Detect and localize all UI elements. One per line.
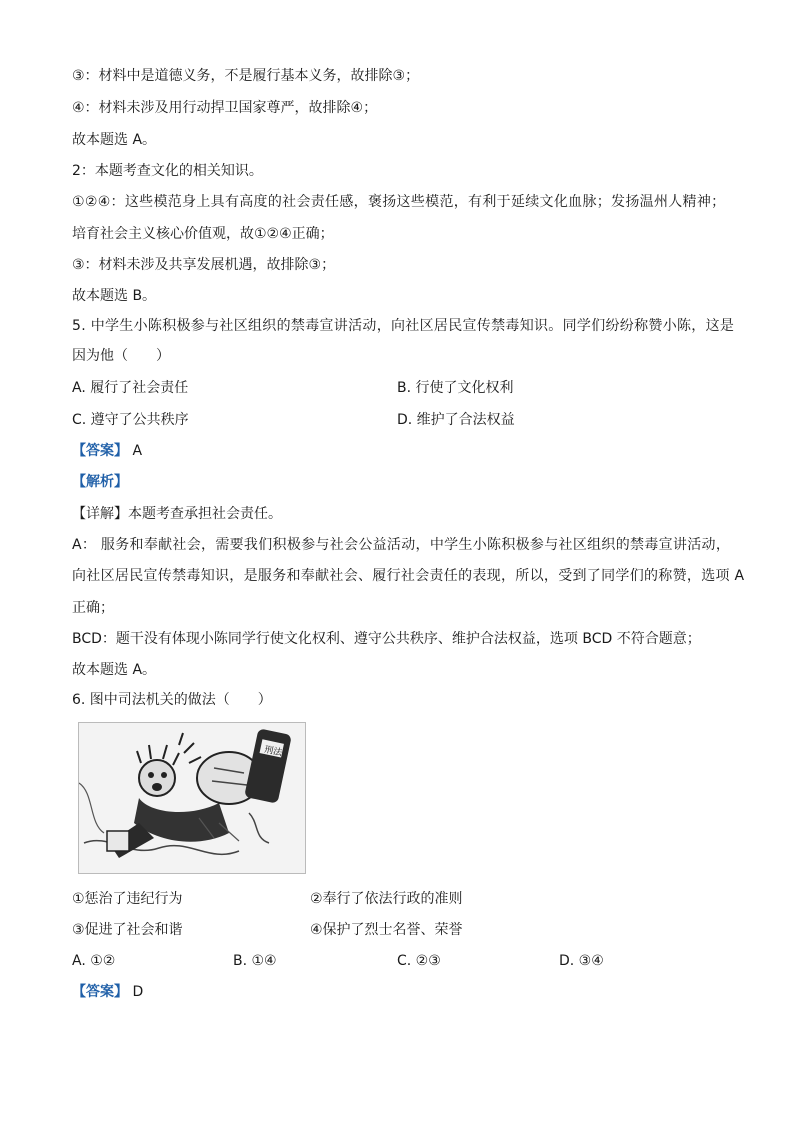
question-5-stem-cont: 因为他（ ） (72, 348, 170, 364)
answer-value: A (132, 443, 143, 459)
option-a: A. 履行了社会责任 (72, 380, 189, 396)
analysis-line: 培育社会主义核心价值观，故①②④正确； (72, 226, 334, 242)
cartoon-drawing (79, 723, 305, 873)
analysis-line: ④：材料未涉及用行动捍卫国家尊严，故排除④； (72, 100, 378, 116)
cartoon-image (78, 722, 306, 874)
explanation-line: 正确； (72, 600, 114, 616)
choice-b: B. ①④ (233, 953, 277, 969)
detail-label: 【详解】 (72, 506, 128, 522)
choice-d: D. ③④ (559, 953, 604, 969)
option-b: B. 行使了文化权利 (397, 380, 514, 396)
analysis-line: ③：材料未涉及共享发展机遇，故排除③； (72, 257, 336, 273)
answer-value: D (132, 984, 144, 1000)
analysis-line: ③：材料中是道德义务，不是履行基本义务，故排除③； (72, 68, 420, 84)
analysis-conclusion: 故本题选 B。 (72, 288, 157, 304)
item-3: ③促进了社会和谐 (72, 922, 183, 938)
detail-row (72, 504, 282, 524)
item-1: ①惩治了违纪行为 (72, 891, 183, 907)
choice-a: A. ①② (72, 953, 116, 969)
choice-c: C. ②③ (397, 953, 441, 969)
explanation-line: BCD：题干没有体现小陈同学行使文化权利、遵守公共秩序、维护合法权益，选项 BCD 不符合题意； (72, 631, 701, 647)
item-2: ②奉行了依法行政的准则 (310, 891, 463, 907)
analysis-label: 【解析】 (72, 474, 128, 490)
answer-row (72, 441, 142, 461)
analysis-conclusion: 故本题选 A。 (72, 662, 157, 678)
answer-label: 【答案】 (72, 443, 128, 459)
analysis-conclusion: 故本题选 A。 (72, 132, 157, 148)
answer-label: 【答案】 (72, 984, 128, 1000)
analysis-title: 2：本题考查文化的相关知识。 (72, 163, 263, 179)
question-6-stem: 6. 图中司法机关的做法（ ） (72, 692, 272, 708)
answer-row (72, 982, 143, 1002)
analysis-line: ①②④：这些模范身上具有高度的社会责任感，褒扬这些模范，有利于延续文化血脉；发扬温州人精神； (72, 194, 726, 210)
item-4: ④保护了烈士名誉、荣誉 (310, 922, 463, 938)
explanation-line: A： 服务和奉献社会，需要我们积极参与社会公益活动，中学生小陈积极参与社区组织的禁毒宣讲活动， (72, 537, 731, 553)
explanation-line: 向社区居民宣传禁毒知识，是服务和奉献社会、履行社会责任的表现，所以，受到了同学们的称赞，选项 A (72, 568, 745, 584)
book-label: 刑法 (263, 744, 283, 759)
question-5-stem: 5. 中学生小陈积极参与社区组织的禁毒宣讲活动，向社区居民宣传禁毒知识。同学们纷纷称赞小陈，这是 (72, 318, 735, 334)
option-d: D. 维护了合法权益 (397, 412, 515, 428)
detail-text: 本题考查承担社会责任。 (128, 506, 282, 522)
option-c: C. 遵守了公共秩序 (72, 412, 189, 428)
analysis-row (72, 472, 128, 492)
